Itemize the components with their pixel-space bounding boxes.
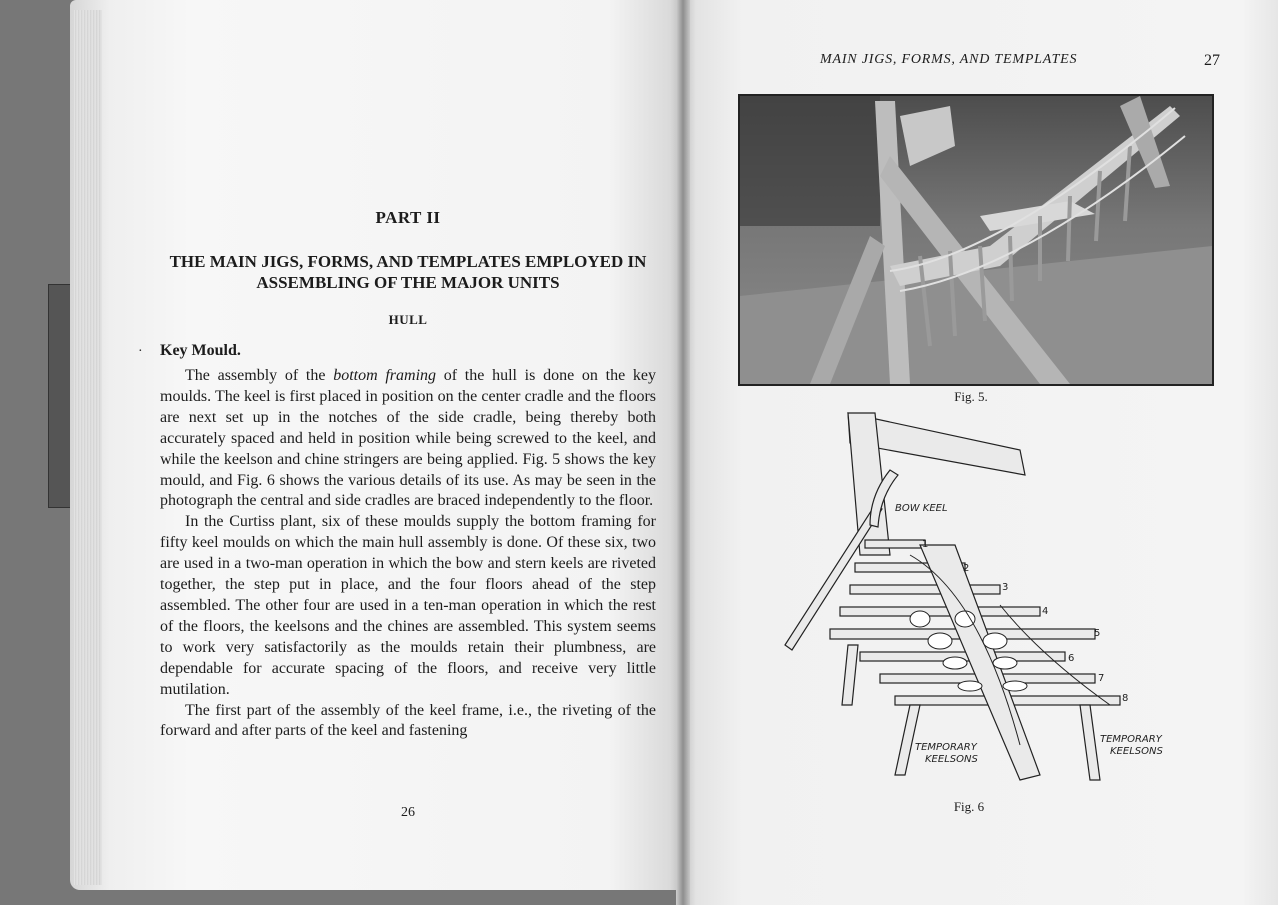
running-head: MAIN JIGS, FORMS, AND TEMPLATES — [820, 52, 1078, 67]
page-number-right: 27 — [1204, 52, 1220, 69]
part-title: PART II — [375, 208, 441, 227]
italic-phrase: bottom framing — [333, 367, 437, 384]
fig6-caption: Fig. 6 — [953, 799, 985, 814]
floor-number-2: 2 — [963, 563, 970, 574]
label-temp-keelsons-left-1: TEMPORARY — [915, 742, 977, 753]
fig5-photograph — [738, 94, 1214, 386]
body-text — [160, 366, 656, 742]
label-temp-keelsons-right-1: TEMPORARY — [1100, 734, 1162, 745]
fig5-caption: Fig. 5. — [954, 389, 988, 404]
floor-number-5: 5 — [1094, 628, 1101, 639]
chapter-heading: THE MAIN JIGS, FORMS, AND TEMPLATES EMPLOYED IN ASSEMBLING OF THE MAJOR UNITS — [169, 252, 647, 292]
section-title: HULL — [388, 312, 428, 327]
fig6-drawing — [780, 405, 1180, 795]
adjacent-page-edge — [48, 284, 72, 508]
paragraph-3: The first part of the assembly of the keel frame, i.e., the riveting of the forward and after parts of the keel and fastening — [160, 701, 656, 740]
book-gutter — [676, 0, 690, 905]
subheading: Key Mould. — [160, 342, 241, 359]
floor-number-1: 1 — [922, 539, 929, 550]
floor-number-7: 7 — [1098, 673, 1105, 684]
paragraph-1: The assembly of the bottom framing of the hull is done on the key moulds. The keel is first placed in position on the center cradle and the floors are next set up in the notches of the side cradle, being thereby both accurately spaced and held in position while being screwed to the keel, and while the keelson and chine stringers are being applied. Fig. 5 shows the key mould, and Fig. 6 shows the various details of its use. As may be seen in the photograph the central and side cradles are braced independently to the floor. — [160, 367, 656, 510]
floor-number-8: 8 — [1122, 693, 1129, 704]
paragraph-2: In the Curtiss plant, six of these moulds supply the bottom framing for fifty keel moulds on which the main hull assembly is done. Of these six, two are used in a two-man operation in which the bow and stern keels are riveted together, the step put in place, and the four floors ahead of the step assembled. The other four are used in a ten-man operation in which the rest of the floors, the keelsons and the chines are assembled. This system seems to work very satisfactorily as the moulds retain their plumbness, are dependable for accurate spacing of the floors, and receive very little mutilation. — [160, 513, 656, 698]
label-temp-keelsons-left-2: KEELSONS — [925, 754, 978, 765]
label-bow-keel: BOW KEEL — [895, 503, 948, 514]
page-leaves-edge — [74, 10, 102, 885]
label-temp-keelsons-right-2: KEELSONS — [1110, 746, 1163, 757]
floor-number-6: 6 — [1068, 653, 1075, 664]
margin-mark: · — [138, 344, 143, 359]
floor-number-3: 3 — [1002, 582, 1009, 593]
page-number-left: 26 — [401, 805, 415, 820]
floor-number-4: 4 — [1042, 606, 1049, 617]
